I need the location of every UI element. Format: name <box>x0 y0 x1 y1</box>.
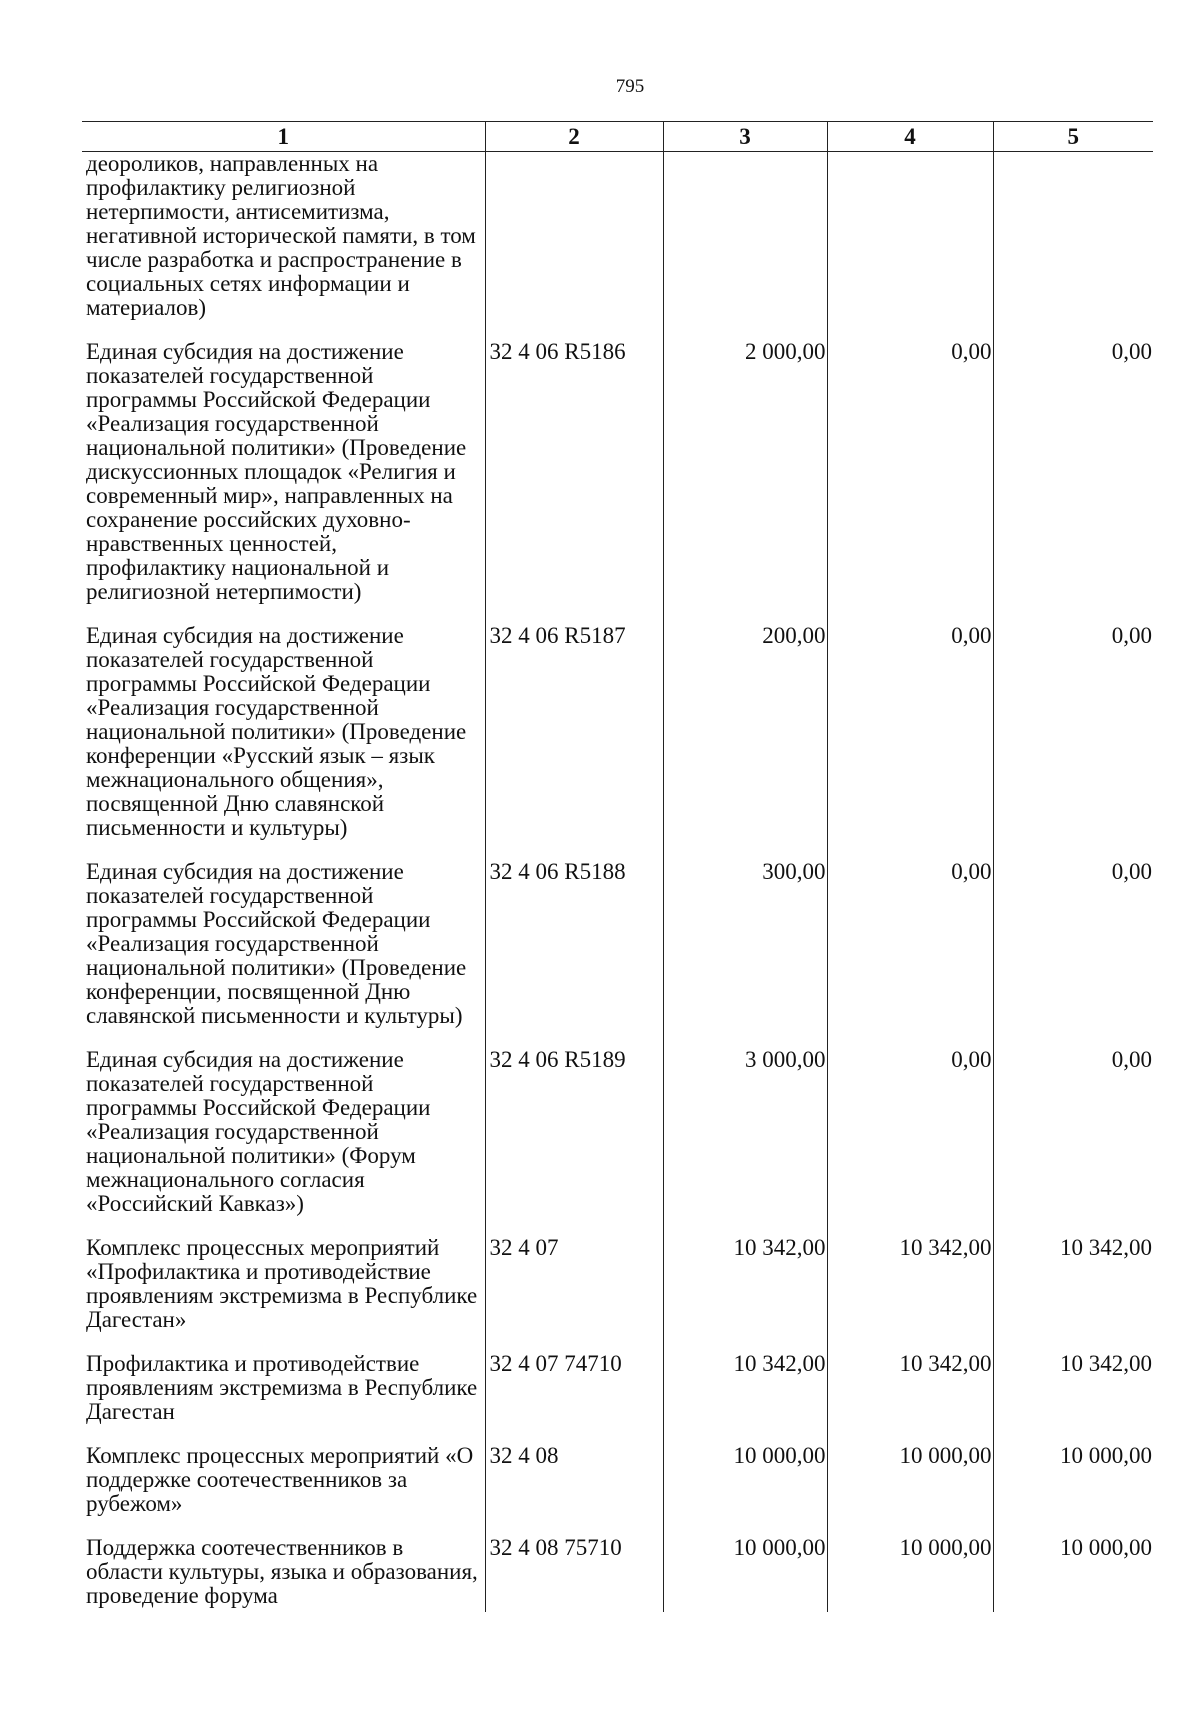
row-code: 32 4 06 R5186 <box>485 340 663 624</box>
table-row <box>82 152 1153 341</box>
row-code: 32 4 08 75710 <box>485 1536 663 1612</box>
row-value-3: 200,00 <box>663 624 827 860</box>
row-value-5: 0,00 <box>993 624 1153 860</box>
table-row <box>82 1536 1153 1612</box>
row-code <box>485 152 663 341</box>
row-value-3: 10 000,00 <box>663 1444 827 1536</box>
row-value-5: 0,00 <box>993 860 1153 1048</box>
row-code: 32 4 06 R5188 <box>485 860 663 1048</box>
header-col-1: 1 <box>82 122 485 152</box>
row-value-4: 10 342,00 <box>827 1236 993 1352</box>
row-value-3: 300,00 <box>663 860 827 1048</box>
row-value-3: 10 342,00 <box>663 1236 827 1352</box>
header-col-4: 4 <box>827 122 993 152</box>
table-row <box>82 1352 1153 1444</box>
row-code: 32 4 06 R5187 <box>485 624 663 860</box>
row-value-4: 0,00 <box>827 1048 993 1236</box>
row-value-3: 10 342,00 <box>663 1352 827 1444</box>
table-row <box>82 1048 1153 1236</box>
row-value-3 <box>663 152 827 341</box>
row-value-4: 0,00 <box>827 340 993 624</box>
row-value-4: 10 000,00 <box>827 1536 993 1612</box>
row-value-3: 3 000,00 <box>663 1048 827 1236</box>
row-value-5: 10 342,00 <box>993 1236 1153 1352</box>
row-code: 32 4 07 <box>485 1236 663 1352</box>
table-row <box>82 860 1153 1048</box>
row-value-5: 0,00 <box>993 340 1153 624</box>
row-code: 32 4 07 74710 <box>485 1352 663 1444</box>
row-name: Комплекс процессных мероприятий «Профилактика и противодействие проявлениям экстремизма в Республике Дагестан» <box>86 1235 478 1332</box>
row-value-5: 10 000,00 <box>993 1536 1153 1612</box>
row-name: Единая субсидия на достижение показателей государственной программы Российской Федерации «Реализация государственной национальной политики» (Проведение конференции «Русский язык – язык межнационального общения», посвященной Дню славянской письменности и культуры) <box>86 623 467 840</box>
row-value-4: 10 000,00 <box>827 1444 993 1536</box>
row-value-4: 0,00 <box>827 624 993 860</box>
row-value-4 <box>827 152 993 341</box>
row-value-4: 0,00 <box>827 860 993 1048</box>
row-code: 32 4 06 R5189 <box>485 1048 663 1236</box>
row-value-3: 10 000,00 <box>663 1536 827 1612</box>
budget-table <box>82 121 1153 1612</box>
row-name: Комплекс процессных мероприятий «О поддержке соотечественников за рубежом» <box>86 1443 474 1516</box>
row-name: Единая субсидия на достижение показателей государственной программы Российской Федерации «Реализация государственной национальной политики» (Проведение дискуссионных площадок «Религия и современный мир», направленных на сохранение российских духовно-нравственных ценностей, профилактику национальной и религиозной нетерпимости) <box>86 339 467 604</box>
table-row <box>82 624 1153 860</box>
table-row <box>82 340 1153 624</box>
row-name: Единая субсидия на достижение показателей государственной программы Российской Федерации «Реализация государственной национальной политики» (Форум межнационального согласия «Российский Кавказ») <box>86 1047 431 1216</box>
table-row <box>82 1236 1153 1352</box>
row-value-3: 2 000,00 <box>663 340 827 624</box>
row-code: 32 4 08 <box>485 1444 663 1536</box>
row-value-5 <box>993 152 1153 341</box>
row-name: Профилактика и противодействие проявлениям экстремизма в Республике Дагестан <box>86 1351 478 1424</box>
row-value-5: 10 000,00 <box>993 1444 1153 1536</box>
row-value-5: 0,00 <box>993 1048 1153 1236</box>
page-number: 795 <box>615 76 645 97</box>
row-name: деороликов, направленных на профилактику религиозной нетерпимости, антисемитизма, негативной исторической памяти, в том числе разработка и распространение в социальных сетях информации и материалов) <box>86 151 476 320</box>
row-name: Поддержка соотечественников в области культуры, языка и образования, проведение форума <box>86 1535 478 1608</box>
row-value-4: 10 342,00 <box>827 1352 993 1444</box>
row-value-5: 10 342,00 <box>993 1352 1153 1444</box>
table-header-row <box>82 122 1153 152</box>
header-col-5: 5 <box>993 122 1153 152</box>
row-name: Единая субсидия на достижение показателей государственной программы Российской Федерации «Реализация государственной национальной политики» (Проведение конференции, посвященной Дню славянской письменности и культуры) <box>86 859 467 1028</box>
header-col-2: 2 <box>485 122 663 152</box>
table-row <box>82 1444 1153 1536</box>
header-col-3: 3 <box>663 122 827 152</box>
